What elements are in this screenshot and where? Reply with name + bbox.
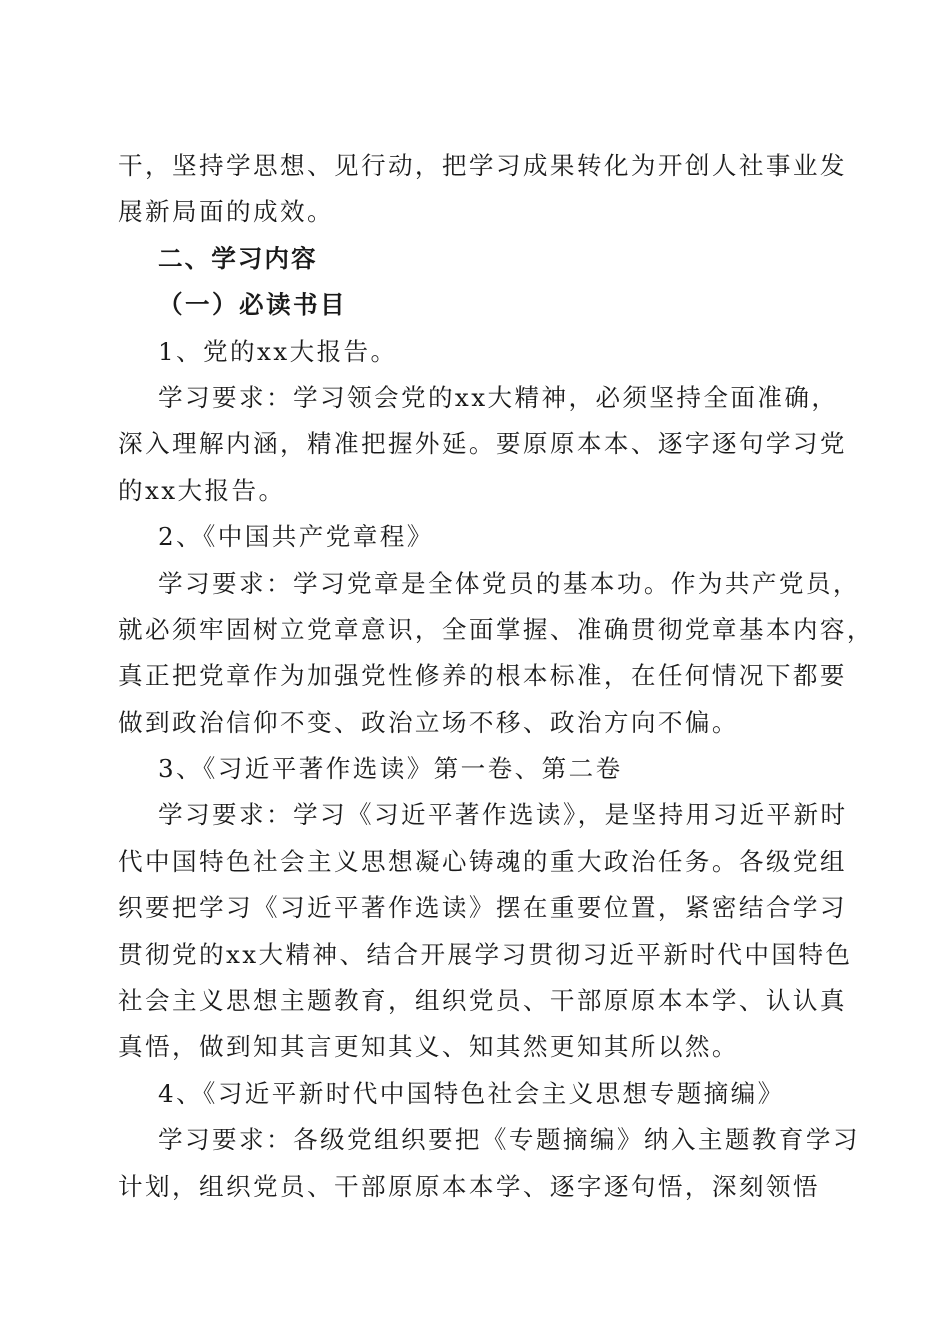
body-line: 学习要求：学习《习近平著作选读》，是坚持用习近平新时	[158, 800, 848, 830]
body-line: 的xx大报告。	[118, 475, 286, 505]
body-line: 代中国特色社会主义思想凝心铸魂的重大政治任务。各级党组	[118, 846, 847, 876]
body-line: 展新局面的成效。	[118, 197, 334, 227]
list-item-title: 3、《习近平著作选读》第一卷、第二卷	[158, 754, 623, 784]
body-line: 做到政治信仰不变、政治立场不移、政治方向不偏。	[118, 707, 739, 737]
list-item-title: 4、《习近平新时代中国特色社会主义思想专题摘编》	[158, 1078, 785, 1108]
body-line: 深入理解内涵，精准把握外延。要原原本本、逐字逐句学习党	[118, 429, 847, 459]
body-line: 社会主义思想主题教育，组织党员、干部原原本本学、认认真	[118, 986, 847, 1016]
list-item-title: 2、《中国共产党章程》	[158, 522, 434, 552]
body-line: 学习要求：学习领会党的xx大精神，必须坚持全面准确，	[158, 382, 839, 412]
body-line: 贯彻党的xx大精神、结合开展学习贯彻习近平新时代中国特色	[118, 939, 853, 969]
body-line: 学习要求：各级党组织要把《专题摘编》纳入主题教育学习	[158, 1125, 860, 1155]
body-line: 真悟，做到知其言更知其义、知其然更知其所以然。	[118, 1032, 739, 1062]
body-line: 就必须牢固树立党章意识，全面掌握、准确贯彻党章基本内容，	[118, 614, 874, 644]
section-heading: 二、学习内容	[158, 243, 318, 273]
body-line: 干，坚持学思想、见行动，把学习成果转化为开创人社事业发	[118, 151, 847, 180]
list-item-title: 1、党的xx大报告。	[158, 336, 398, 366]
body-line: 织要把学习《习近平著作选读》摆在重要位置，紧密结合学习	[118, 893, 847, 923]
subsection-heading: （一）必读书目	[158, 290, 347, 320]
body-line: 计划，组织党员、干部原原本本学、逐字逐句悟，深刻领悟	[118, 1171, 820, 1201]
body-line: 真正把党章作为加强党性修养的根本标准，在任何情况下都要	[118, 661, 847, 691]
body-line: 学习要求：学习党章是全体党员的基本功。作为共产党员，	[158, 568, 860, 598]
document-body	[118, 143, 874, 1210]
